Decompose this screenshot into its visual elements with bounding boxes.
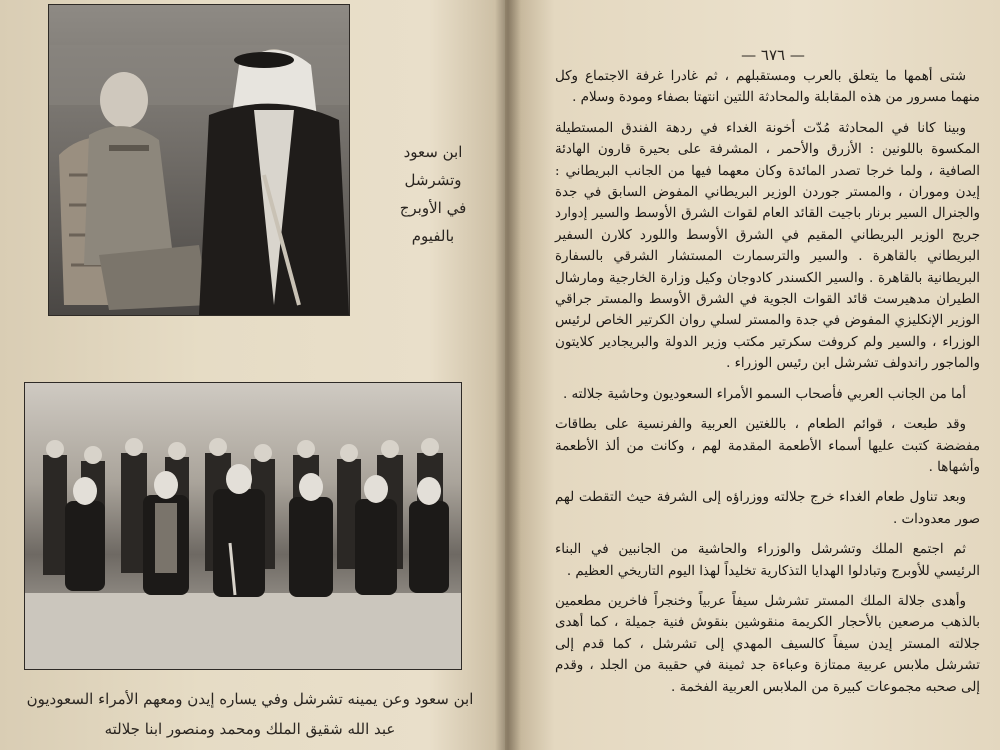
paragraph-3: أما من الجانب العربي فأصحاب السمو الأمراء السعوديون وحاشية جلالته . xyxy=(562,386,966,402)
photo-top xyxy=(48,4,350,316)
caption-bottom-line-2: عبد الله شقيق الملك ومحمد ومنصور ابنا جلالته xyxy=(104,720,396,738)
caption-bottom xyxy=(20,684,480,744)
paragraph-1: شتى أهمها ما يتعلق بالعرب ومستقبلهم ، ثم غادرا غرفة الاجتماع وكل منهما مسرور من هذه المقابلة والمحادثة اللتين انتهتا بصفاء ومودة وسلام . xyxy=(555,69,980,106)
paragraph-4: وقد طبعت ، قوائم الطعام ، باللغتين العربية والفرنسية على بطاقات مفضضة كتبت عليها أسماء الأطعمة المقدمة لهم ، وكانت من ألذ الأطعمة وأشهاها . xyxy=(555,417,980,475)
caption-top xyxy=(378,138,488,250)
paragraph-6: ثم اجتمع الملك وتشرشل والوزراء والحاشية من الجانبين في البناء الرئيسي للأوبرج وتبادلوا الهدايا التذكارية تخليداً لهذا اليوم التاريخي العظيم . xyxy=(555,542,980,579)
photo-bottom-image xyxy=(25,383,461,669)
paragraph-7: وأهدى جلالة الملك المستر تشرشل سيفاً عربياً وخنجراً فاخرين مطعمين بالذهب مرصعين بالأحجار الكريمة منقوشين بنقوش فنية جميلة ، كما أهدى جلالته المستر إيدن سيفاً كالسيف المهدي إلى تشرشل ، كما قدم إلى تشرشل ملابس عربية ممتازة وعباءة جد ثمينة في حقيبة من الجلد ، وقدم إلى صحبه مجموعات كبيرة من الملابس العربية الفخمة . xyxy=(555,593,980,695)
photo-bottom xyxy=(24,382,462,670)
body-text xyxy=(555,66,980,736)
caption-top-line-1: ابن سعود وتشرشل xyxy=(403,143,463,189)
paragraph-2: وبينا كانا في المحادثة مُدّت أخونة الغداء في ردهة الفندق المستطيلة المكسوة باللونين : الأزرق والأحمر ، المشرفة على بحيرة قارون الهادئة الصافية ، ولما خرجا تصدر المائدة وكان معهما فيها من الجانب البريطاني : إيدن وموران ، والمستر جوردن الوزير البريطاني المفوض السابق في جدة والجنرال السير برنار باجيت القائد العام لقوات الشرق الأوسط والسير إدوارد جريج الوزير البريطاني المقيم في الشرق الأوسط واللورد كلارن السفير البريطاني بالقاهرة . والسير والترسمارت المستشار الشرقي بالسفارة البريطانية بالقاهرة . والسير الكسندر كادوجان وكيل وزارة الخارجية ومارشال الطيران مدهيرست قائد القوات الجوية في الشرق الأوسط والمستر جراقي الوزير الإنكليزي المفوض في جدة والمستر لسلي روان الكرتير الخاص لرئيس الوزراء ، والسير ولم كروفت سكرتير مكتب وزير الدولة والبريجادير كلايتون والماجور راندولف تشرشل ابن رئيس الوزراء . xyxy=(555,120,980,372)
book-gutter xyxy=(495,0,521,750)
photo-top-image xyxy=(49,5,349,315)
caption-bottom-line-1: ابن سعود وعن يمينه تشرشل وفي يساره إيدن ومعهم الأمراء السعوديون xyxy=(26,690,474,708)
page-number: — ٦٧٦ — xyxy=(741,46,805,64)
caption-top-line-2: في الأوبرج بالفيوم xyxy=(399,199,467,245)
paragraph-5: وبعد تناول طعام الغداء خرج جلالته ووزراؤه إلى الشرفة حيث التقطت لهم صور معدودات . xyxy=(555,490,980,527)
